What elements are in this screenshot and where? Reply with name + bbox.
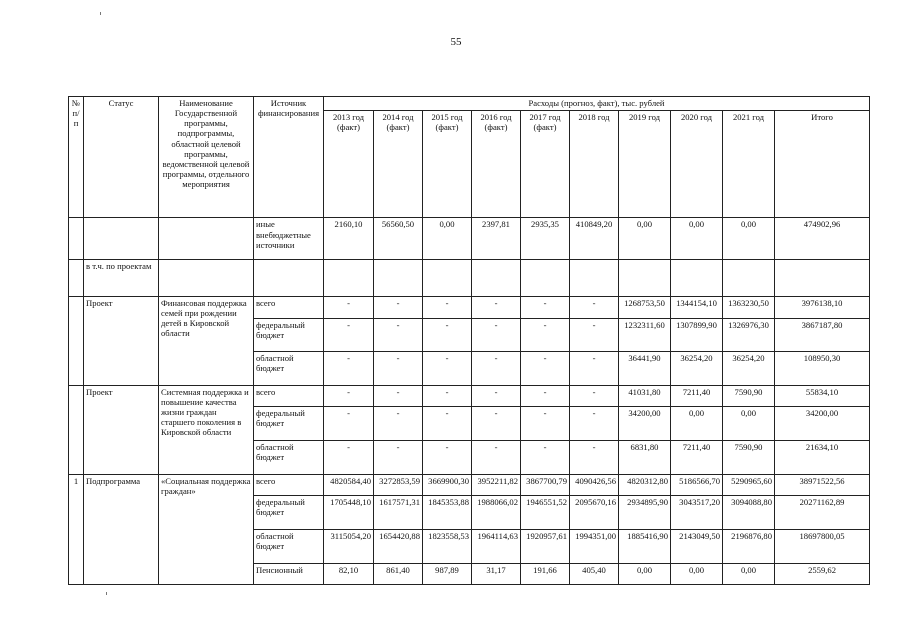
- header-year: 2016 год (факт): [472, 111, 521, 218]
- value-cell: -: [521, 352, 570, 386]
- header-year: 2014 год (факт): [374, 111, 423, 218]
- source-cell: федеральный бюджет: [254, 407, 324, 441]
- value-cell: 3115054,20: [324, 529, 374, 563]
- value-cell: 0,00: [423, 218, 472, 260]
- value-cell: 0,00: [619, 563, 671, 585]
- value-cell: 21634,10: [775, 441, 870, 475]
- value-cell: 1363230,50: [723, 297, 775, 318]
- source-cell: иные внебюджетные источники: [254, 218, 324, 260]
- value-cell: -: [472, 441, 521, 475]
- status-cell: Подпрограмма: [84, 474, 159, 584]
- value-cell: 1964114,63: [472, 529, 521, 563]
- source-cell: Пенсионный: [254, 563, 324, 585]
- value-cell: -: [374, 441, 423, 475]
- value-cell: -: [570, 297, 619, 318]
- value-cell: 2143049,50: [671, 529, 723, 563]
- name-cell: «Социальная поддержка граждан»: [159, 474, 254, 584]
- value-cell: 3867187,80: [775, 318, 870, 352]
- value-cell: -: [570, 318, 619, 352]
- value-cell: -: [472, 385, 521, 406]
- value-cell: -: [423, 441, 472, 475]
- value-cell: 4820584,40: [324, 474, 374, 495]
- name-cell: Системная поддержка и повышение качества жизни граждан старшего поколения в Кировской области: [159, 385, 254, 474]
- value-cell: 0,00: [671, 218, 723, 260]
- expenses-table: [68, 96, 870, 585]
- header-name: Наименование Государственной программы, подпрограммы, областной целевой программы, ведомственной целевой программы, отдельного мероприятия: [159, 97, 254, 218]
- value-cell: -: [324, 407, 374, 441]
- value-cell: 36254,20: [723, 352, 775, 386]
- header-year: 2013 год (факт): [324, 111, 374, 218]
- header-year: 2015 год (факт): [423, 111, 472, 218]
- value-cell: 0,00: [671, 407, 723, 441]
- table-row: [69, 385, 870, 406]
- value-cell: -: [472, 318, 521, 352]
- source-cell: всего: [254, 385, 324, 406]
- value-cell: 0,00: [723, 563, 775, 585]
- value-cell: 55834,10: [775, 385, 870, 406]
- name-cell: Финансовая поддержка семей при рождении детей в Кировской области: [159, 297, 254, 386]
- value-cell: -: [374, 352, 423, 386]
- table-row: [69, 297, 870, 318]
- value-cell: 3669900,30: [423, 474, 472, 495]
- value-cell: -: [374, 407, 423, 441]
- value-cell: 3272853,59: [374, 474, 423, 495]
- value-cell: -: [570, 441, 619, 475]
- value-cell: 82,10: [324, 563, 374, 585]
- value-cell: 1326976,30: [723, 318, 775, 352]
- value-cell: 7590,90: [723, 385, 775, 406]
- table-row: [69, 218, 870, 260]
- value-cell: -: [521, 407, 570, 441]
- value-cell: 1654420,88: [374, 529, 423, 563]
- value-cell: 405,40: [570, 563, 619, 585]
- value-cell: -: [570, 407, 619, 441]
- value-cell: 1994351,00: [570, 529, 619, 563]
- scan-mark-top: [100, 12, 101, 15]
- value-cell: 987,89: [423, 563, 472, 585]
- value-cell: 34200,00: [775, 407, 870, 441]
- value-cell: 1617571,31: [374, 496, 423, 530]
- value-cell: 5186566,70: [671, 474, 723, 495]
- header-year: 2019 год: [619, 111, 671, 218]
- value-cell: -: [423, 352, 472, 386]
- value-cell: 410849,20: [570, 218, 619, 260]
- value-cell: -: [423, 297, 472, 318]
- value-cell: 6831,80: [619, 441, 671, 475]
- header-status: Статус: [84, 97, 159, 218]
- value-cell: 1988066,02: [472, 496, 521, 530]
- value-cell: 36441,90: [619, 352, 671, 386]
- table-row: [69, 474, 870, 495]
- value-cell: 56560,50: [374, 218, 423, 260]
- value-cell: -: [374, 318, 423, 352]
- source-cell: всего: [254, 297, 324, 318]
- projects-label: в т.ч. по проектам: [84, 260, 159, 297]
- value-cell: 0,00: [723, 407, 775, 441]
- value-cell: 1268753,50: [619, 297, 671, 318]
- value-cell: 18697800,05: [775, 529, 870, 563]
- num-cell: 1: [69, 474, 84, 584]
- status-cell: Проект: [84, 297, 159, 386]
- value-cell: 1823558,53: [423, 529, 472, 563]
- value-cell: 3043517,20: [671, 496, 723, 530]
- value-cell: -: [324, 318, 374, 352]
- value-cell: -: [570, 385, 619, 406]
- value-cell: 2934895,90: [619, 496, 671, 530]
- header-expenses: Расходы (прогноз, факт), тыс. рублей: [324, 97, 870, 111]
- value-cell: -: [374, 385, 423, 406]
- header-num: № п/п: [69, 97, 84, 218]
- table-row: [69, 260, 870, 297]
- header-year: 2017 год (факт): [521, 111, 570, 218]
- value-cell: -: [521, 385, 570, 406]
- value-cell: 41031,80: [619, 385, 671, 406]
- value-cell: 0,00: [723, 218, 775, 260]
- source-cell: федеральный бюджет: [254, 496, 324, 530]
- value-cell: 2935,35: [521, 218, 570, 260]
- value-cell: 38971522,56: [775, 474, 870, 495]
- value-cell: 5290965,60: [723, 474, 775, 495]
- source-cell: областной бюджет: [254, 529, 324, 563]
- header-year: 2018 год: [570, 111, 619, 218]
- value-cell: 2095670,16: [570, 496, 619, 530]
- source-cell: областной бюджет: [254, 441, 324, 475]
- value-cell: 2397,81: [472, 218, 521, 260]
- value-cell: -: [472, 297, 521, 318]
- value-cell: 4090426,56: [570, 474, 619, 495]
- value-cell: 1920957,61: [521, 529, 570, 563]
- value-cell: -: [423, 318, 472, 352]
- value-cell: -: [324, 352, 374, 386]
- value-cell: 4820312,80: [619, 474, 671, 495]
- value-cell: 1845353,88: [423, 496, 472, 530]
- value-cell: 1705448,10: [324, 496, 374, 530]
- table-header-row: [69, 97, 870, 111]
- value-cell: 3094088,80: [723, 496, 775, 530]
- value-cell: 7211,40: [671, 385, 723, 406]
- value-cell: -: [521, 297, 570, 318]
- value-cell: 1946551,52: [521, 496, 570, 530]
- status-cell: Проект: [84, 385, 159, 474]
- value-cell: -: [423, 407, 472, 441]
- value-cell: 0,00: [619, 218, 671, 260]
- value-cell: -: [472, 407, 521, 441]
- value-cell: -: [423, 385, 472, 406]
- value-cell: 1307899,90: [671, 318, 723, 352]
- source-cell: областной бюджет: [254, 352, 324, 386]
- value-cell: 2559,62: [775, 563, 870, 585]
- value-cell: 31,17: [472, 563, 521, 585]
- source-cell: всего: [254, 474, 324, 495]
- value-cell: -: [521, 441, 570, 475]
- value-cell: -: [570, 352, 619, 386]
- value-cell: -: [472, 352, 521, 386]
- value-cell: 3976138,10: [775, 297, 870, 318]
- value-cell: 474902,96: [775, 218, 870, 260]
- value-cell: 3952211,82: [472, 474, 521, 495]
- value-cell: 3867700,79: [521, 474, 570, 495]
- value-cell: 7590,90: [723, 441, 775, 475]
- value-cell: -: [521, 318, 570, 352]
- value-cell: 20271162,89: [775, 496, 870, 530]
- source-cell: федеральный бюджет: [254, 318, 324, 352]
- value-cell: -: [324, 441, 374, 475]
- value-cell: 191,66: [521, 563, 570, 585]
- value-cell: 108950,30: [775, 352, 870, 386]
- value-cell: 36254,20: [671, 352, 723, 386]
- value-cell: 861,40: [374, 563, 423, 585]
- value-cell: 34200,00: [619, 407, 671, 441]
- value-cell: 2160,10: [324, 218, 374, 260]
- value-cell: 2196876,80: [723, 529, 775, 563]
- header-year: 2020 год: [671, 111, 723, 218]
- value-cell: 1344154,10: [671, 297, 723, 318]
- header-source: Источник финансирования: [254, 97, 324, 218]
- value-cell: -: [324, 385, 374, 406]
- value-cell: 1232311,60: [619, 318, 671, 352]
- value-cell: 0,00: [671, 563, 723, 585]
- value-cell: 1885416,90: [619, 529, 671, 563]
- header-year: 2021 год: [723, 111, 775, 218]
- scan-mark-bottom: [106, 592, 107, 595]
- value-cell: -: [324, 297, 374, 318]
- value-cell: 7211,40: [671, 441, 723, 475]
- page-number: 55: [450, 36, 462, 48]
- value-cell: -: [374, 297, 423, 318]
- header-total: Итого: [775, 111, 870, 218]
